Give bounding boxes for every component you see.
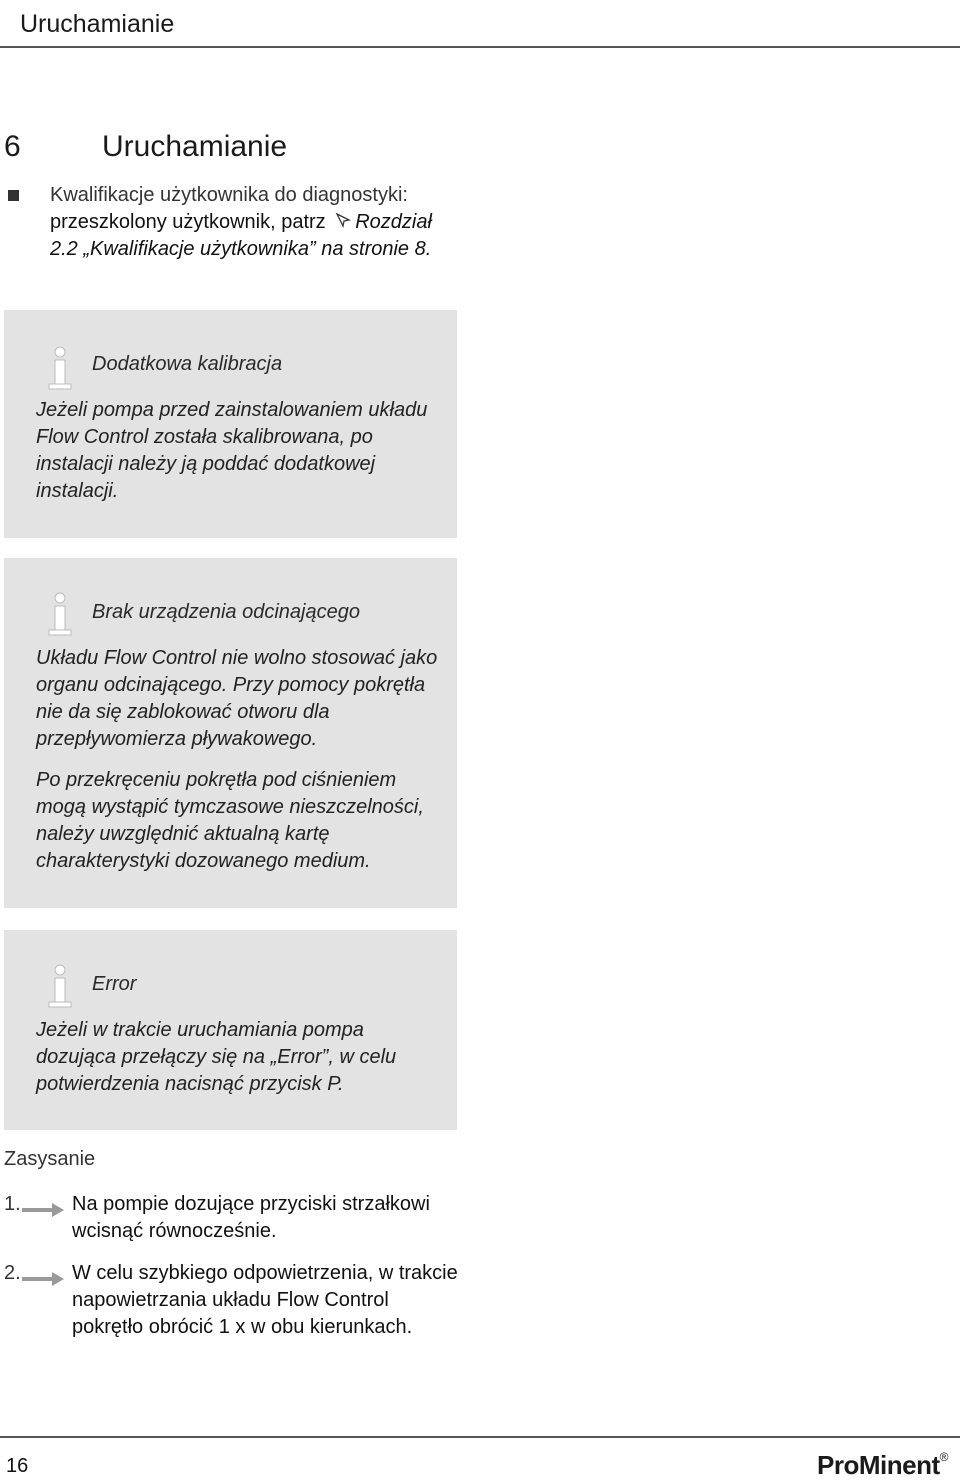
info-icon: [46, 346, 74, 390]
note-text: Układu Flow Control nie wolno stosować jako organu odcinającego. Przy pomocy pokrętła nie da się zablokować otworu dla przepływomierza pływakowego.: [36, 647, 438, 750]
step-number: 2.: [4, 1262, 21, 1284]
note-title: Brak urządzenia odcinającego: [92, 601, 360, 623]
section-heading: Zasysanie: [4, 1148, 96, 1170]
header-divider: [0, 46, 960, 48]
chapter-title: Uruchamianie: [102, 130, 288, 163]
step-item: [4, 1260, 464, 1341]
step-number: 1.: [4, 1193, 21, 1215]
footer-divider: [0, 1436, 960, 1438]
info-icon: [46, 964, 74, 1008]
note-text: Jeżeli w trakcie uruchamiania pompa dozująca przełączy się na „Error”, w celu potwierdzenia nacisnąć przycisk P.: [36, 1019, 397, 1095]
step-text: Na pompie dozujące przyciski strzałkowi wcisnąć równocześnie.: [72, 1193, 430, 1242]
step-arrow-icon: [22, 1203, 64, 1217]
note-text: Jeżeli pompa przed zainstalowaniem układu Flow Control została skalibrowana, po instalacji należy ją poddać dodatkowej instalacji.: [36, 399, 428, 502]
note-box-no-shutoff: [4, 558, 457, 908]
logo-text: ProMinent: [817, 1450, 940, 1480]
hand-pointer-icon: [335, 209, 351, 236]
note-box-calibration: [4, 310, 457, 538]
note-title: Error: [92, 973, 137, 995]
qualification-text: przeszkolony użytkownik, patrz: [50, 211, 326, 233]
square-bullet-icon: [8, 190, 19, 201]
registered-mark: ®: [939, 1450, 948, 1464]
running-header: Uruchamianie: [20, 10, 175, 38]
step-text: W celu szybkiego odpowietrzenia, w trakcie napowietrzania układu Flow Control pokrętło obrócić 1 x w obu kierunkach.: [72, 1262, 458, 1338]
step-item: [4, 1191, 464, 1245]
info-icon: [46, 592, 74, 636]
qualification-label: Kwalifikacje użytkownika do diagnostyki:: [50, 184, 408, 206]
page-number: 16: [6, 1455, 29, 1477]
prominent-logo: [817, 1450, 948, 1481]
step-arrow-icon: [22, 1272, 64, 1286]
qualification-item: [4, 182, 444, 263]
chapter-number: 6: [4, 130, 21, 163]
note-text: Po przekręceniu pokrętła pod ciśnieniem mogą wystąpić tymczasowe nieszczelności, należy uwzględnić aktualną kartę charakterystyki dozowanego medium.: [36, 769, 424, 872]
note-box-error: [4, 930, 457, 1130]
note-title: Dodatkowa kalibracja: [92, 353, 283, 375]
cross-reference-link[interactable]: Rozdział 2.2 „Kwalifikacje użytkownika” na stronie 8.: [50, 211, 432, 260]
